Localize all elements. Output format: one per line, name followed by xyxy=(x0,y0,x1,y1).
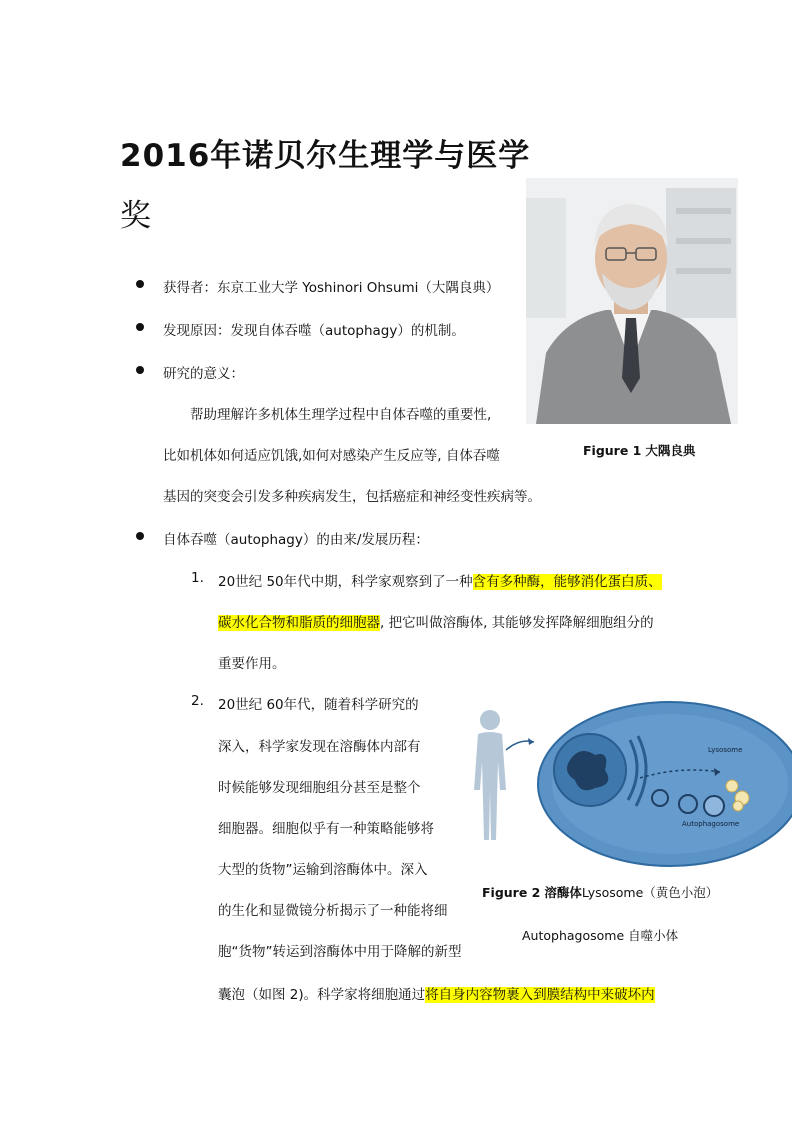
figure-2-label: Figure 2 xyxy=(482,885,541,900)
item-2-line: 20世纪 60年代，随着科学研究的 xyxy=(218,697,419,713)
bullet-dot xyxy=(136,366,144,374)
item-2-line: 细胞器。细胞似乎有一种策略能够将 xyxy=(218,821,434,837)
significance-line: 基因的突变会引发多种疾病发生，包括癌症和神经变性疾病等。 xyxy=(163,489,541,505)
figure-2-caption-line-2: Autophagosome 自噬小体 xyxy=(522,928,679,943)
item-2-text: 囊泡（如图 2)。科学家将细胞通过 xyxy=(218,987,426,1003)
bullet-dot xyxy=(136,280,144,288)
item-2-line: 的生化和显微镜分析揭示了一种能将细 xyxy=(218,903,448,919)
history-label: 自体吞噬（autophagy）的由来/发展历程： xyxy=(163,532,429,548)
autophagy-figure xyxy=(470,700,792,868)
item-number: 2. xyxy=(191,693,204,709)
item-2-line: 时候能够发现细胞组分甚至是整个 xyxy=(218,780,421,796)
item-2-line: 胞“货物”转运到溶酶体中用于降解的新型 xyxy=(218,944,462,960)
portrait-photo xyxy=(526,178,738,424)
highlighted-text: 含有多种酶，能够消化蛋白质、 xyxy=(472,574,662,590)
page-title: 2016年诺贝尔生理学与医学 xyxy=(120,138,531,174)
highlighted-text: 将自身内容物裹入到膜结构中来破坏内 xyxy=(425,987,655,1003)
significance-line: 帮助理解许多机体生理学过程中自体吞噬的重要性, xyxy=(190,407,492,423)
item-1-line-1 xyxy=(218,570,662,590)
item-2-last-line xyxy=(218,983,655,1003)
item-1-text: , 把它叫做溶酶体, 其能够发挥降解细胞组分的 xyxy=(380,615,654,631)
lysosome-label: Lysosome xyxy=(708,746,743,754)
item-2-line: 深入，科学家发现在溶酶体内部有 xyxy=(218,739,421,755)
figure-1-text: 大隅良典 xyxy=(645,443,696,458)
figure-2-caption-text: Lysosome（黄色小泡） xyxy=(581,885,719,900)
bullet-dot xyxy=(136,323,144,331)
page-title-continued: 奖 xyxy=(120,198,152,234)
autophagosome-label: Autophagosome xyxy=(682,820,740,828)
figure-1-label: Figure 1 xyxy=(583,443,642,458)
significance-label: 研究的意义： xyxy=(163,366,244,382)
figure-2-caption-bold: 溶酶体 xyxy=(544,885,582,900)
item-1-text: 20世纪 50年代中期，科学家观察到了一种 xyxy=(218,574,473,590)
winner-text: 获得者：东京工业大学 Yoshinori Ohsumi（大隅良典） xyxy=(163,280,500,296)
item-2-line: 大型的货物”运输到溶酶体中。深入 xyxy=(218,862,428,878)
significance-line: 比如机体如何适应饥饿,如何对感染产生反应等, 自体吞噬 xyxy=(163,448,500,464)
item-number: 1. xyxy=(191,570,204,586)
item-1-line-3: 重要作用。 xyxy=(218,656,286,672)
reason-text: 发现原因：发现自体吞噬（autophagy）的机制。 xyxy=(163,323,465,339)
bullet-dot xyxy=(136,532,144,540)
item-1-line-2 xyxy=(218,611,654,631)
human-silhouette-icon xyxy=(474,710,506,840)
highlighted-text: 碳水化合物和脂质的细胞器 xyxy=(218,615,380,631)
figure-2-caption xyxy=(482,883,718,901)
figure-1-caption xyxy=(583,441,695,459)
